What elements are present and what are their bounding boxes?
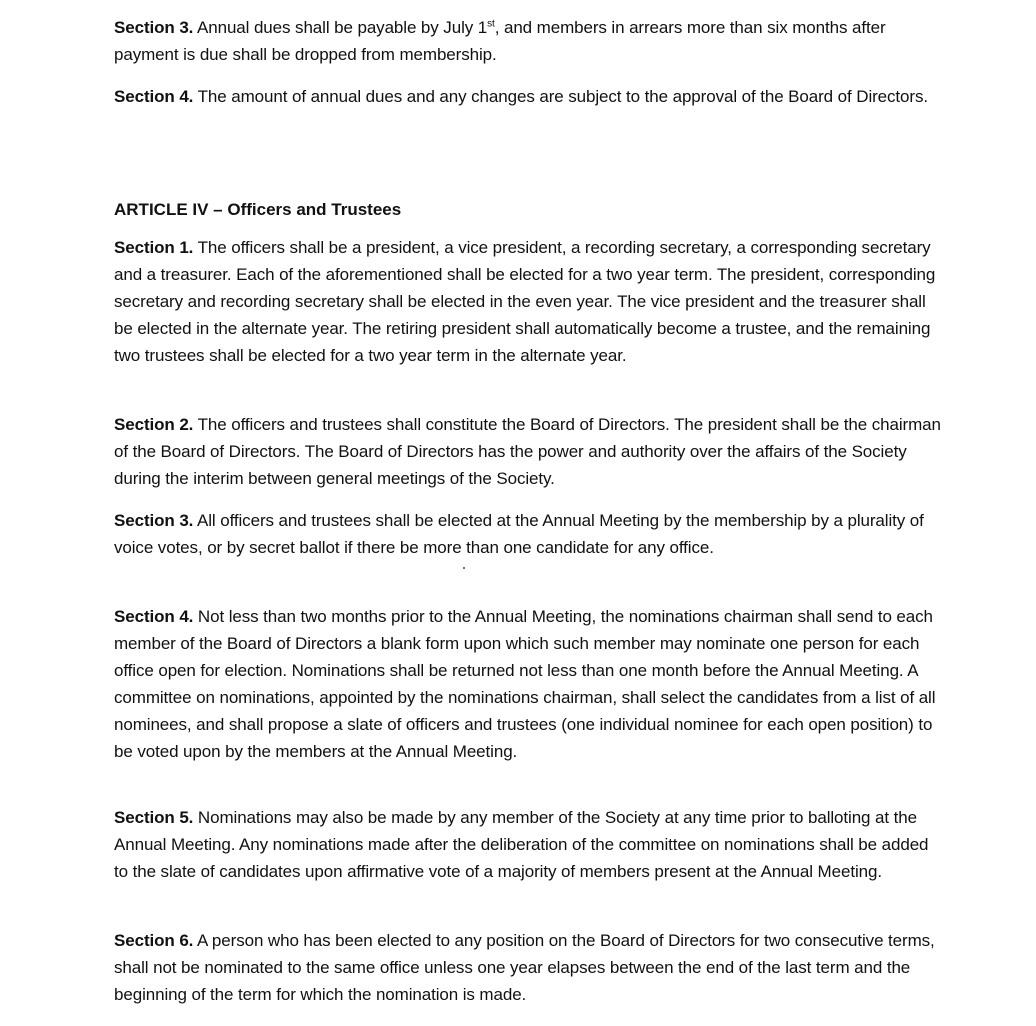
section-label: Section 4. [114,607,194,626]
article4-section2-paragraph [114,411,944,492]
article3-section3-paragraph [114,14,944,68]
section-label: Section 3. [114,18,194,37]
section-label: Section 4. [114,87,194,106]
section-label: Section 3. [114,511,194,530]
section-label: Section 6. [114,931,194,950]
section-label: Section 2. [114,415,194,434]
section-text: Not less than two months prior to the Annual Meeting, the nominations chairman shall send to each member of the Board of Directors a blank form upon which such member may nominate one person for each office open for election. Nominations shall be returned not less than one month before the Annual Meeting. A committee on nominations, appointed by the nominations chairman, shall select the candidates from a list of all nominees, and shall propose a slate of officers and trustees (one individual nominee for each open position) to be voted upon by the members at the Annual Meeting. [114,607,936,761]
ordinal-suffix: st [487,18,495,30]
section-text: The amount of annual dues and any changes are subject to the approval of the Board of Directors. [193,87,928,106]
article4-section3-paragraph [114,507,944,561]
section-text: The officers shall be a president, a vice president, a recording secretary, a corresponding secretary and a treasurer. Each of the aforementioned shall be elected for a two year term. The president, corresponding secretary and recording secretary shall be elected in the even year. The vice president and the treasurer shall be elected in the alternate year. The retiring president shall automatically become a trustee, and the remaining two trustees shall be elected for a two year term in the alternate year. [114,238,936,365]
article4-section6-paragraph [114,927,944,1008]
scan-speck [463,567,465,569]
article4-section1-paragraph [114,234,944,369]
section-text-continued: , and members in arrears more than six months after payment is due shall be dropped from membership. [114,18,886,64]
section-text: Nominations may also be made by any member of the Society at any time prior to balloting at the Annual Meeting. Any nominations made after the deliberation of the committee on nominations shall be added to the slate of candidates upon affirmative vote of a majority of members present at the Annual Meeting. [114,808,929,881]
section-label: Section 1. [114,238,194,257]
section-text: Annual dues shall be payable by July 1 [193,18,488,37]
section-label: Section 5. [114,808,194,827]
section-text: A person who has been elected to any position on the Board of Directors for two consecutive terms, shall not be nominated to the same office unless one year elapses between the end of the last term and the beginning of the term for which the nomination is made. [114,931,935,1004]
article4-section5-paragraph [114,804,944,885]
article4-section4-paragraph [114,603,944,765]
section-text: The officers and trustees shall constitute the Board of Directors. The president shall be the chairman of the Board of Directors. The Board of Directors has the power and authority over the affairs of the Society during the interim between general meetings of the Society. [114,415,941,488]
article3-section4-paragraph [114,83,944,110]
article4-heading: ARTICLE IV – Officers and Trustees [114,200,402,219]
section-text: All officers and trustees shall be elected at the Annual Meeting by the membership by a plurality of voice votes, or by secret ballot if there be more than one candidate for any office. [114,511,924,557]
